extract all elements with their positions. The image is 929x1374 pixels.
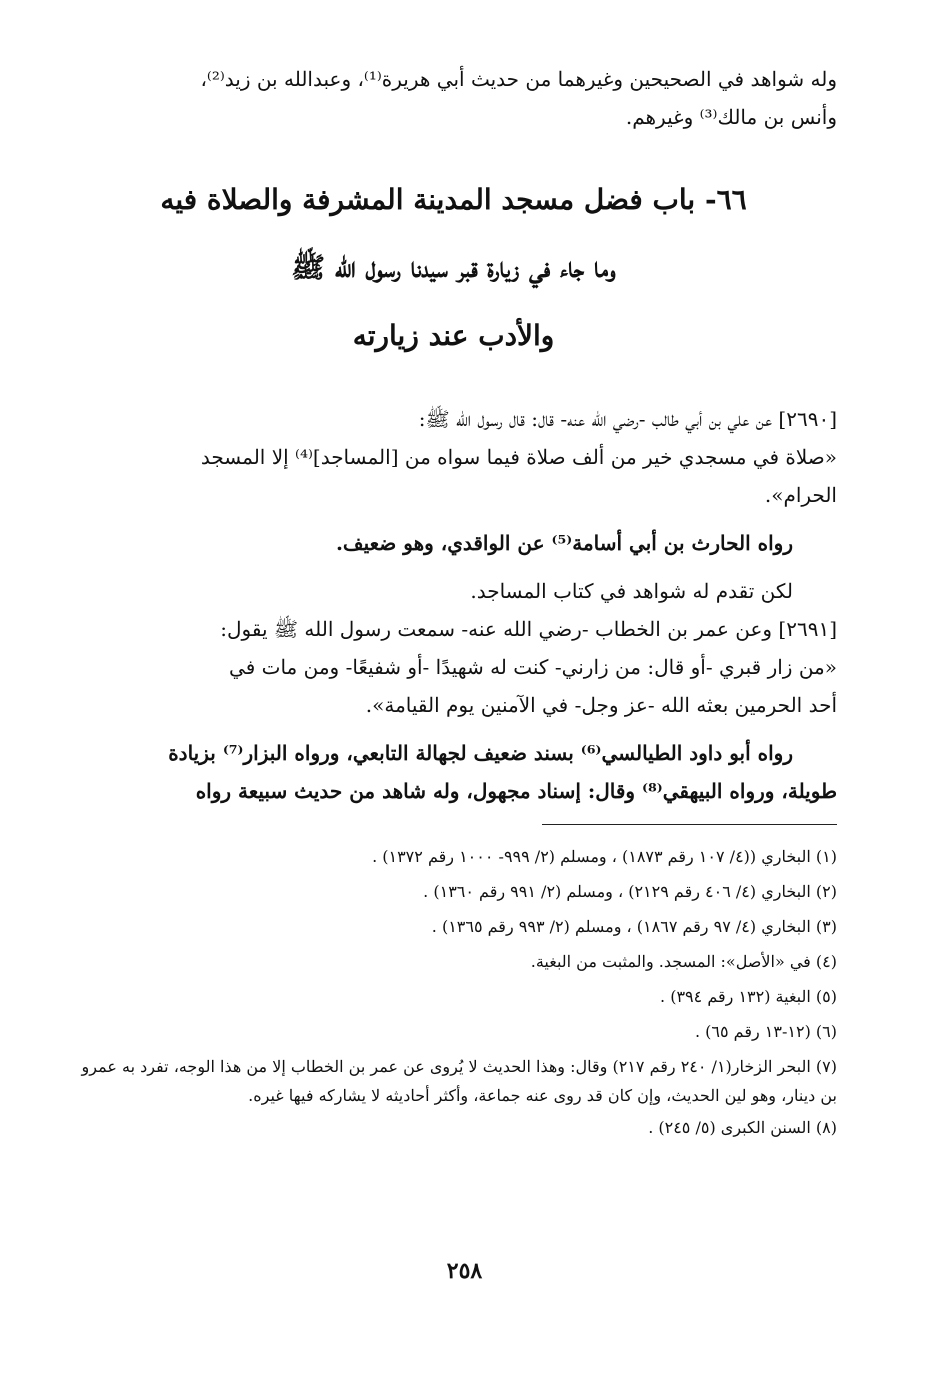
- chapter-title: [70, 166, 837, 370]
- commentary-line: لكن تقدم له شواهد في كتاب المساجد.: [470, 579, 793, 603]
- narration-line: طويلة، ورواه البيهقي⁽⁸⁾ وقال: إسناد مجهول، وله شاهد من حديث سبيعة رواه: [195, 779, 837, 803]
- narration-line: رواه الحارث بن أبي أسامة⁽⁵⁾ عن الواقدي، وهو ضعيف.: [335, 531, 793, 555]
- intro-paragraph: [70, 60, 837, 136]
- chapter-title-line: وما جاء في زيارة قبر سيدنا رسول الله ﷺ: [291, 251, 616, 284]
- footnote: (٢) البخاري (٤/ ٤٠٦ رقم ٢١٢٩) ، ومسلم (٢/ ٩٩١ رقم ١٣٦٠) .: [423, 882, 837, 901]
- footnote: (٤) في «الأصل»: المسجد. والمثبت من البغية.: [530, 952, 837, 971]
- footnote-divider: [542, 824, 837, 825]
- chapter-title-line: والأدب عند زيارته: [352, 319, 555, 352]
- page-number: ٢٥٨: [446, 1258, 483, 1284]
- hadith-line: الحرام».: [764, 483, 837, 507]
- hadith-line: [٢٦٩١] وعن عمر بن الخطاب -رضي الله عنه- سمعت رسول الله ﷺ يقول:: [220, 617, 837, 641]
- footnote: (٨) السنن الكبرى (٥/ ٢٤٥) .: [648, 1118, 837, 1137]
- chapter-title-line: ٦٦- باب فضل مسجد المدينة المشرفة والصلاة فيه: [160, 183, 747, 216]
- intro-line: وأنس بن مالك⁽³⁾ وغيرهم.: [625, 105, 837, 129]
- footnote: (١) البخاري ((٤/ ١٠٧ رقم ١٨٧٣) ، ومسلم (٢/ ٩٩٩- ١٠٠٠ رقم ١٣٧٢) .: [372, 847, 837, 866]
- hadith-2691: [70, 610, 837, 810]
- narration-line: رواه أبو داود الطيالسي⁽⁶⁾ بسند ضعيف لجهالة التابعي، ورواه البزار⁽⁷⁾ بزيادة: [168, 741, 793, 765]
- hadith-line: [٢٦٩٠] عن علي بن أبي طالب -رضي الله عنه- قال: قال رسول الله ﷺ:: [418, 407, 837, 431]
- footnote: (٣) البخاري (٤/ ٩٧ رقم ١٨٦٧) ، ومسلم (٢/ ٩٩٣ رقم ١٣٦٥) .: [431, 917, 837, 936]
- hadith-section: [70, 400, 837, 810]
- hadith-line: أحد الحرمين بعثه الله -عز وجل- في الآمنين يوم القيامة».: [365, 693, 837, 717]
- footnotes: [70, 839, 837, 1145]
- intro-line: وله شواهد في الصحيحين وغيرهما من حديث أبي هريرة⁽¹⁾، وعبدالله بن زيد⁽²⁾،: [200, 67, 837, 91]
- footnote: (٥) البغية (١٣٢ رقم ٣٩٤) .: [660, 987, 837, 1006]
- hadith-2690: [70, 400, 837, 610]
- hadith-line: «من زار قبري -أو قال: من زارني- كنت له شهيدًا -أو شفيعًا- ومن مات في: [229, 655, 837, 679]
- hadith-line: «صلاة في مسجدي خير من ألف صلاة فيما سواه من [المساجد]⁽⁴⁾ إلا المسجد: [200, 445, 837, 469]
- footnote: (٧) البحر الزخار(١/ ٢٤٠ رقم ٢١٧) وقال: وهذا الحديث لا يُروى عن عمر بن الخطاب إلا من هذا الوجه، تفرد به عمرو بن دينار، وهو لين الحديث، وإن كان قد روى عنه جماعة، وأكثر أحاديثه لا يشاركه فيها غيره.: [81, 1057, 837, 1105]
- footnote: (٦) (١٢-١٣ رقم ٦٥) .: [694, 1022, 837, 1041]
